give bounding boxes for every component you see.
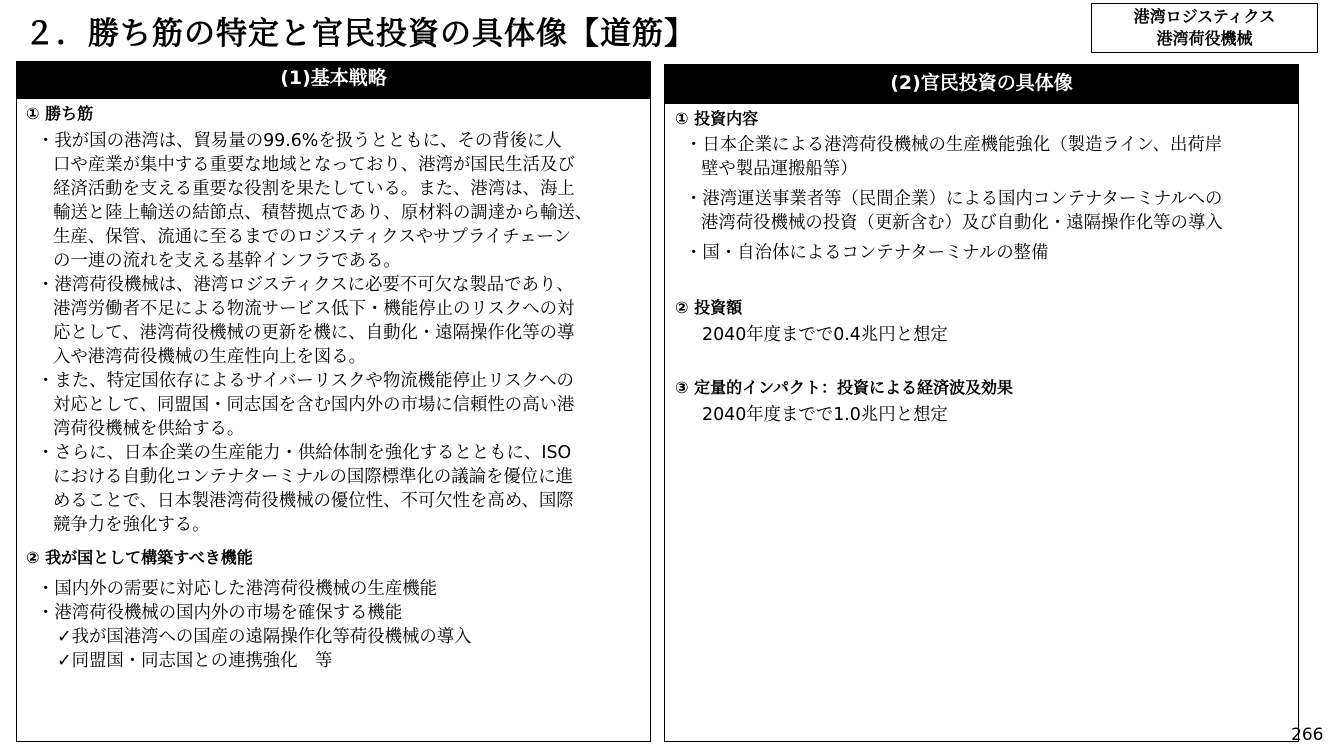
text-line: ・港湾荷役機械の国内外の市場を確保する機能 (37, 603, 403, 623)
text-line: の一連の流れを支える基幹インフラである。 (53, 251, 401, 271)
list-item (17, 129, 650, 273)
quantitative-impact-title: ③ 定量的インパクト：投資による経済波及効果 (675, 378, 1013, 397)
text-line: ・また、特定国依存によるサイバーリスクや物流機能停止リスクへの (37, 371, 574, 391)
list-item (17, 441, 650, 537)
text-line: 港湾荷役機械の投資（更新含む）及び自動化・遠隔操作化等の導入 (701, 213, 1223, 233)
text-line: めることで、日本製港湾荷役機械の優位性、不可欠性を高め、国際 (53, 491, 574, 511)
text-line: ・国・自治体によるコンテナターミナルの整備 (685, 243, 1049, 263)
page-number: 266 (1291, 725, 1324, 745)
text-line: 競争力を強化する。 (53, 515, 210, 535)
list-item (665, 241, 1298, 265)
list-item (17, 601, 650, 625)
text-line: 輸送と陸上輸送の結節点、積替拠点であり、原材料の調達から輸送、 (53, 203, 593, 223)
functions-to-build-title: ② 我が国として構築すべき機能 (26, 548, 253, 567)
investment-content-title: ① 投資内容 (675, 109, 759, 128)
list-item (17, 369, 650, 441)
investment-content-list (665, 133, 1298, 265)
winning-path-title: ① 勝ち筋 (26, 104, 94, 123)
check-item: ✓我が国港湾への国産の遠隔操作化等荷役機械の導入 (57, 627, 472, 647)
text-line: 応として、港湾荷役機械の更新を機に、自動化・遠隔操作化等の導 (53, 323, 575, 343)
investment-panel (664, 64, 1299, 742)
topic-tag-line-1: 港湾ロジスティクス (1133, 7, 1276, 26)
functions-to-build-list (17, 577, 650, 625)
basic-strategy-header: (1)基本戦略 (17, 62, 650, 99)
investment-amount-text: 2040年度までで0.4兆円と想定 (702, 325, 948, 345)
check-item: ✓同盟国・同志国との連携強化 等 (57, 651, 333, 671)
text-line: 港湾労働者不足による物流サービス低下・機能停止のリスクへの対 (53, 299, 575, 319)
text-line: ・日本企業による港湾荷役機械の生産機能強化（製造ライン、出荷岸 (685, 135, 1223, 155)
text-line: 経済活動を支える重要な役割を果たしている。また、港湾は、海上 (53, 179, 575, 199)
text-line: ・さらに、日本企業の生産能力・供給体制を強化するとともに、ISO (37, 443, 572, 463)
list-item (665, 187, 1298, 235)
text-line: 湾荷役機械を供給する。 (53, 419, 245, 439)
list-item (17, 577, 650, 601)
page-title: ２．勝ち筋の特定と官民投資の具体像【道筋】 (24, 16, 696, 52)
winning-path-list (17, 129, 650, 537)
text-line: における自動化コンテナターミナルの国際標準化の議論を優位に進 (53, 467, 573, 487)
text-line: ・港湾荷役機械は、港湾ロジスティクスに必要不可欠な製品であり、 (37, 275, 574, 295)
functions-check-list (17, 625, 650, 673)
text-line: ・港湾運送事業者等（民間企業）による国内コンテナターミナルへの (685, 189, 1223, 209)
text-line: 口や産業が集中する重要な地域となっており、港湾が国民生活及び (53, 155, 575, 175)
topic-tag-line-2: 港湾荷役機械 (1156, 29, 1253, 48)
basic-strategy-panel (16, 61, 651, 742)
text-line: 生産、保管、流通に至るまでのロジスティクスやサプライチェーン (53, 227, 571, 247)
list-item (665, 133, 1298, 181)
text-line: ・国内外の需要に対応した港湾荷役機械の生産機能 (37, 579, 437, 599)
investment-header: (2)官民投資の具体像 (665, 65, 1298, 104)
quantitative-impact-text: 2040年度までで1.0兆円と想定 (702, 405, 948, 425)
text-line: 入や港湾荷役機械の生産性向上を図る。 (53, 347, 367, 367)
text-line: 対応として、同盟国・同志国を含む国内外の市場に信頼性の高い港 (53, 395, 575, 415)
topic-tag (1091, 3, 1318, 53)
investment-amount-title: ② 投資額 (675, 298, 743, 317)
list-item (17, 273, 650, 369)
text-line: ・我が国の港湾は、貿易量の99.6%を扱うとともに、その背後に人 (37, 131, 562, 151)
text-line: 壁や製品運搬船等） (701, 159, 858, 179)
